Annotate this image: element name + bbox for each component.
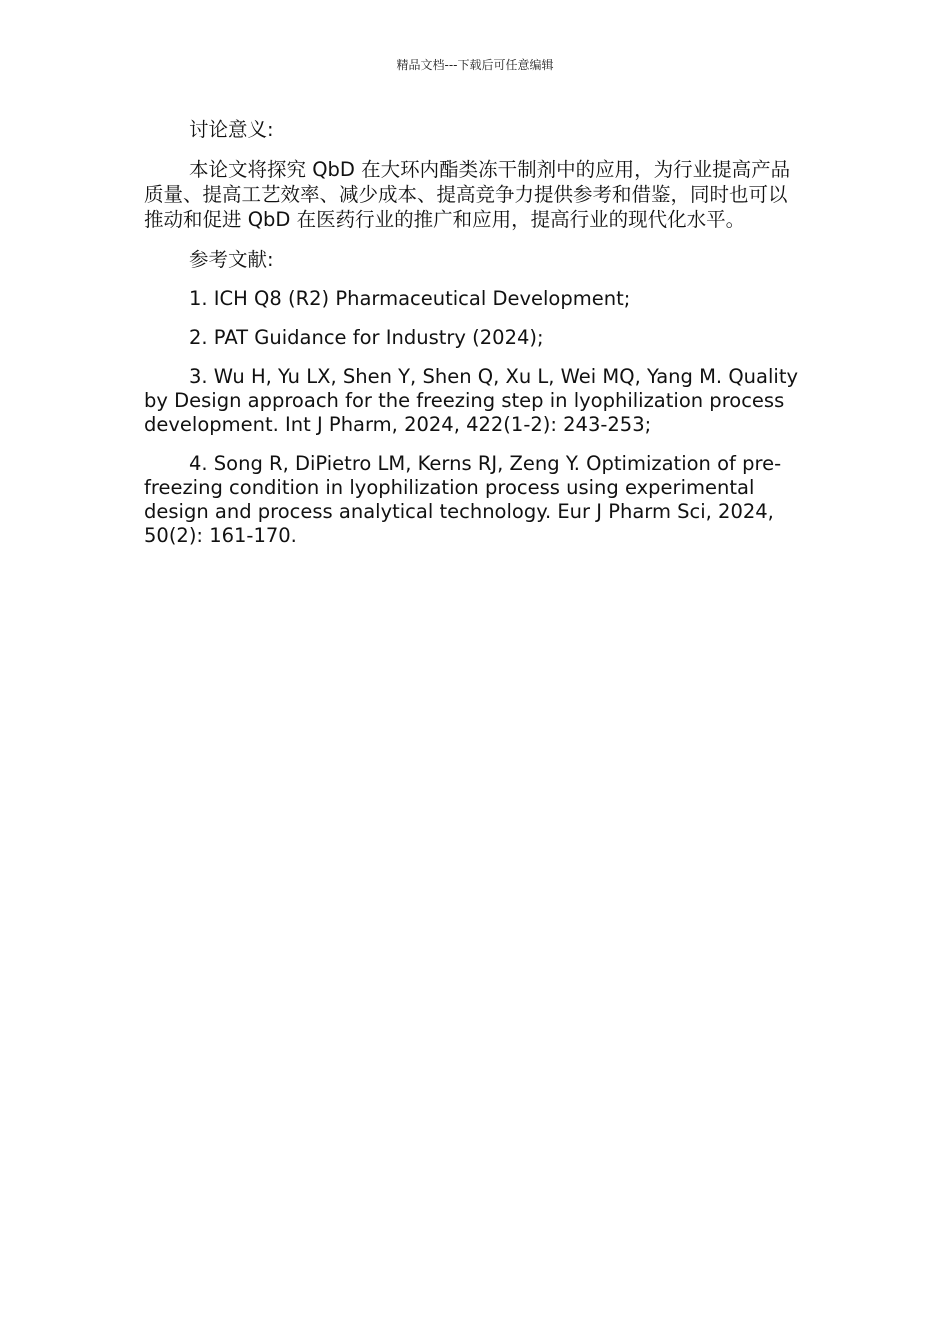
page-header: 精品文档---下载后可任意编辑 — [396, 58, 554, 72]
document-body — [144, 117, 806, 563]
references-heading: 参考文献: — [189, 248, 274, 271]
reference-item-2: 2. PAT Guidance for Industry (2024); — [189, 326, 544, 349]
reference-item-1: 1. ICH Q8 (R2) Pharmaceutical Development; — [189, 287, 631, 310]
discussion-paragraph: 本论文将探究 QbD 在大环内酯类冻干制剂中的应用，为行业提高产品质量、提高工艺效率、减少成本、提高竞争力提供参考和借鉴，同时也可以推动和促进 QbD 在医药行业的推广和应用，提高行业的现代化水平。 — [144, 158, 791, 231]
reference-item-4: 4. Song R, DiPietro LM, Kerns RJ, Zeng Y. Optimization of pre-freezing condition in lyophilization process using experimental design and process analytical technology. Eur J Pharm Sci, 2024, 50(2): 161-170. — [144, 452, 782, 547]
reference-item-3: 3. Wu H, Yu LX, Shen Y, Shen Q, Xu L, Wei MQ, Yang M. Quality by Design approach for the freezing step in lyophilization process development. Int J Pharm, 2024, 422(1-2): 243-253; — [144, 365, 799, 436]
discussion-heading: 讨论意义: — [189, 118, 274, 141]
